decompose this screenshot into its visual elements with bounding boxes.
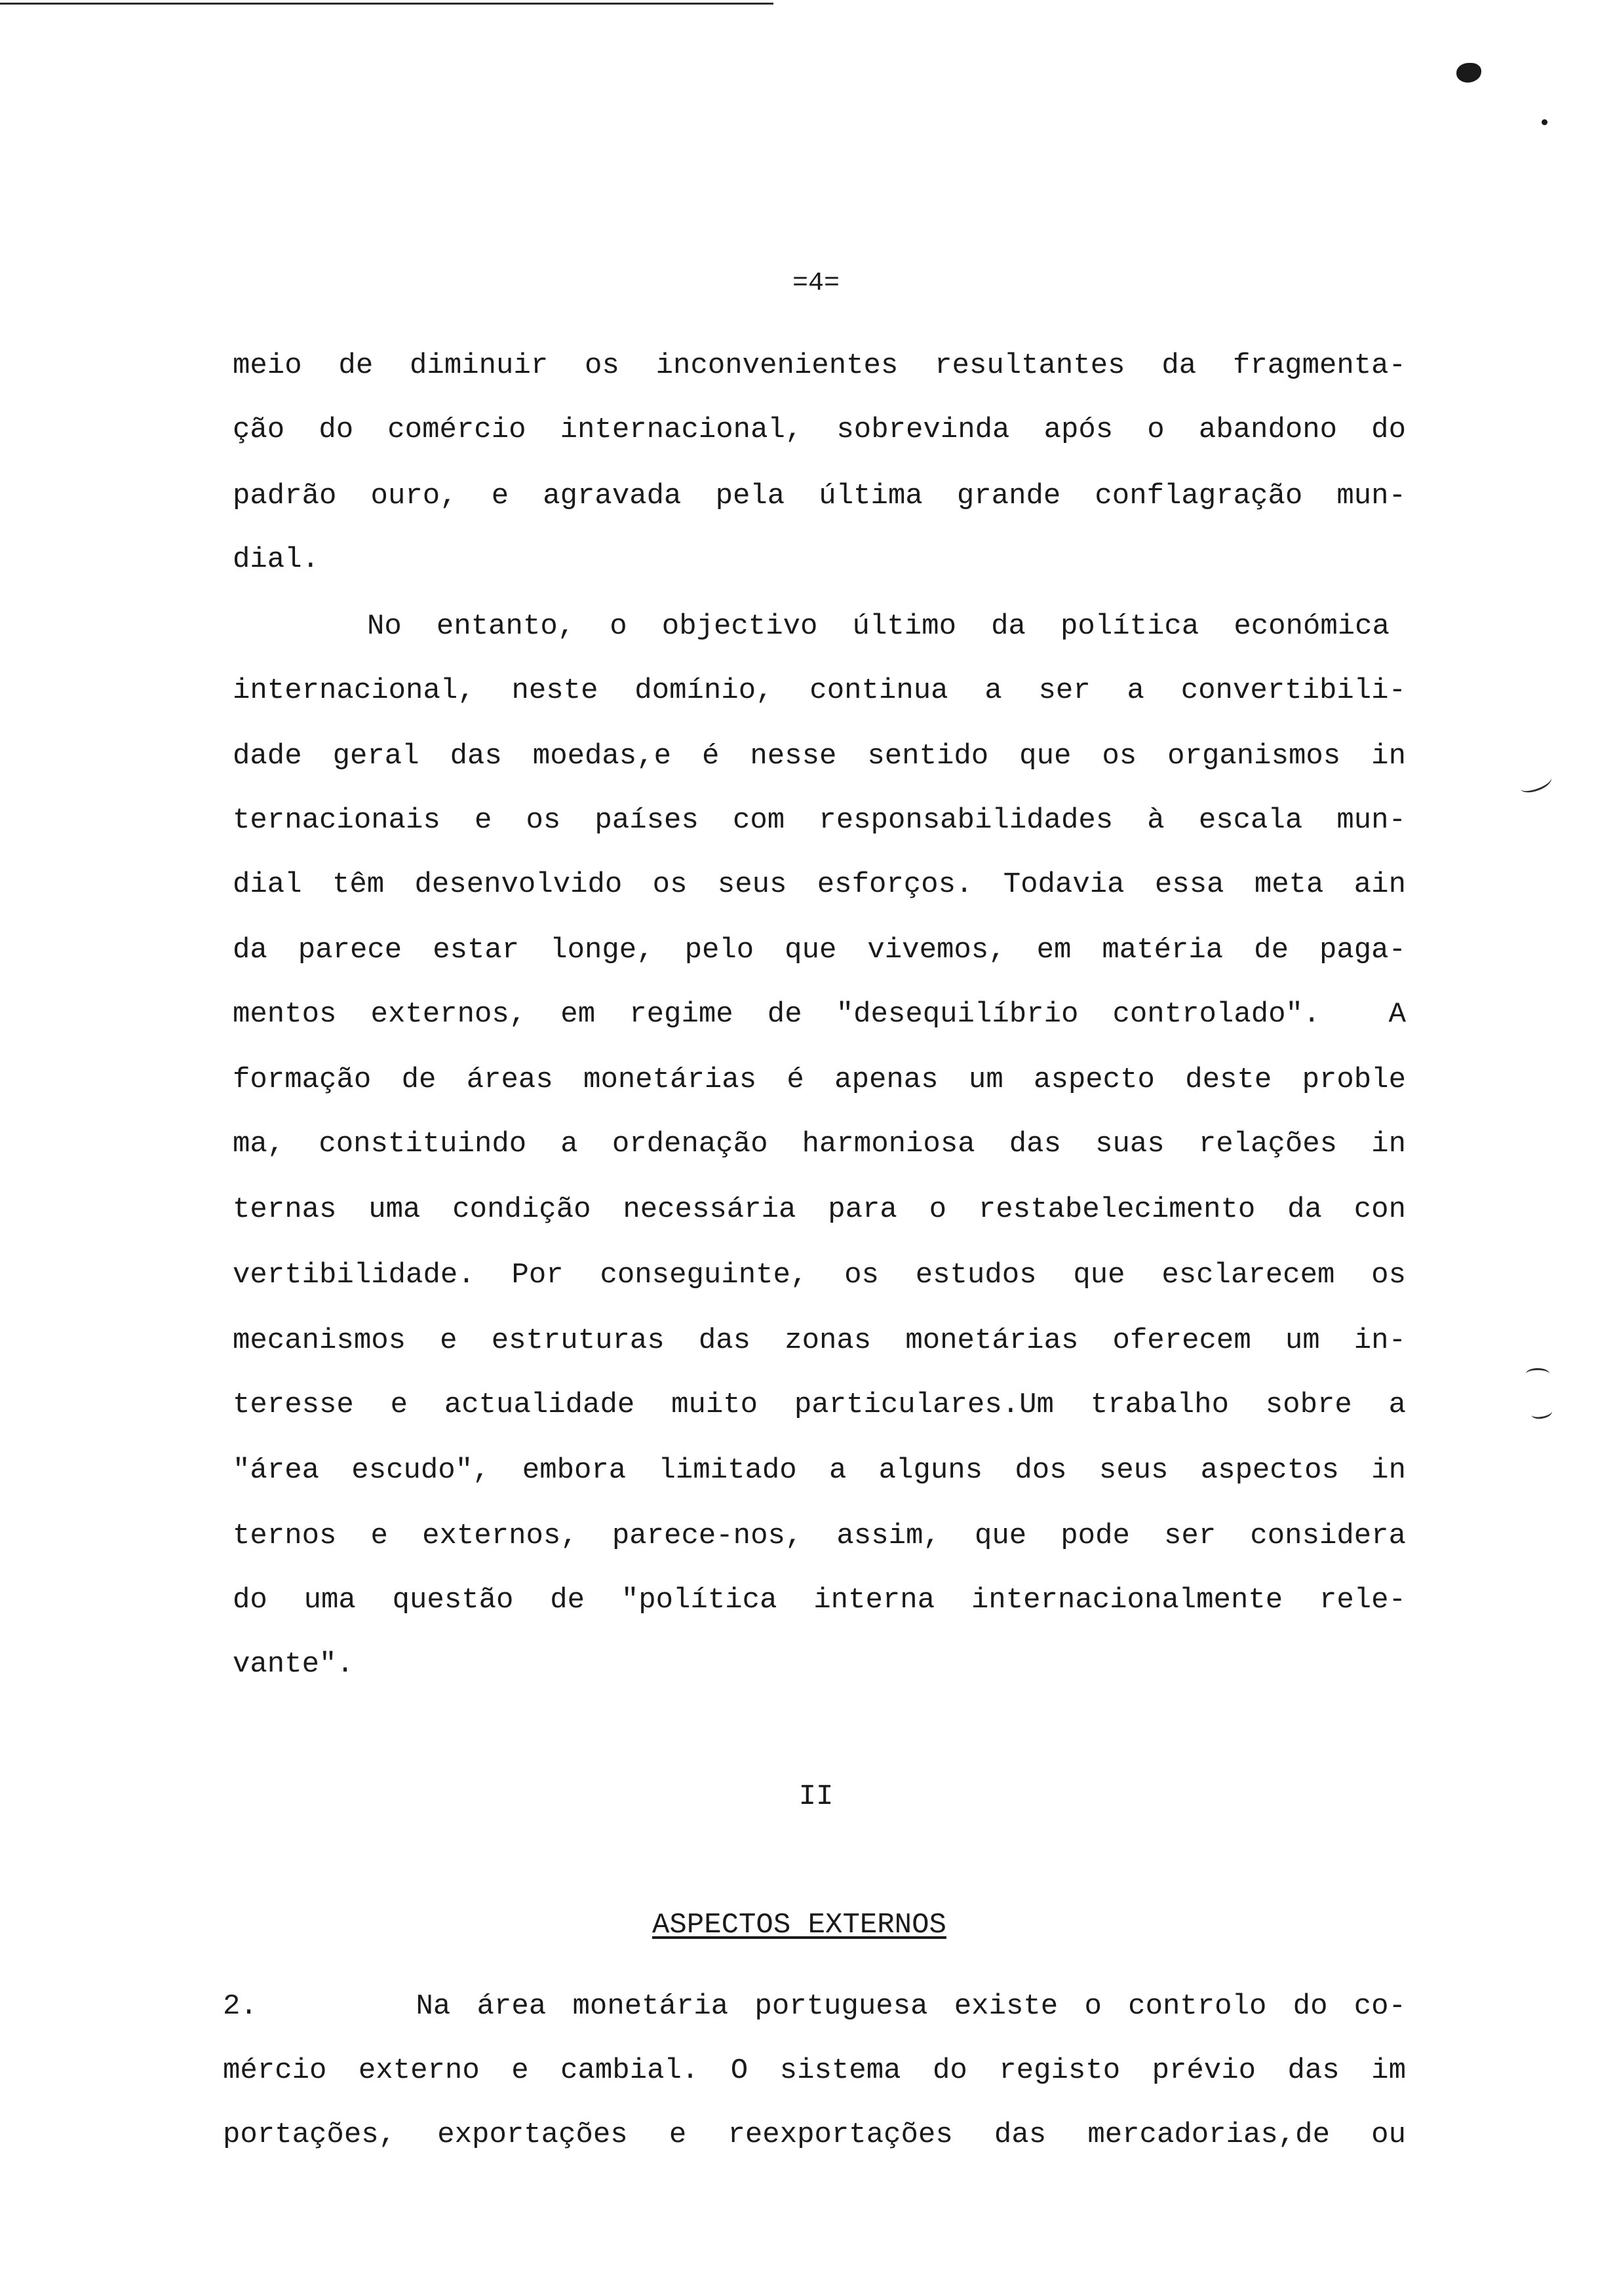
body-text-line: formação de áreas monetárias é apenas um aspecto deste proble (233, 1063, 1406, 1096)
margin-pencil-mark (1518, 771, 1554, 796)
ink-blot-mark (1456, 63, 1481, 83)
margin-pencil-mark (1530, 1406, 1553, 1420)
page-number: =4= (792, 269, 840, 298)
body-text-line: ternos e externos, parece-nos, assim, que pode ser considera (233, 1520, 1406, 1552)
body-text-line: dade geral das moedas,e é nesse sentido que os organismos in (233, 740, 1406, 773)
body-text-line: mecanismos e estruturas das zonas monetárias oferecem um in- (233, 1324, 1406, 1357)
body-text-line: meio de diminuir os inconvenientes resultantes da fragmenta- (233, 349, 1406, 382)
body-text-line: vertibilidade. Por conseguinte, os estudos que esclarecem os (233, 1259, 1406, 1292)
body-text-line: "área escudo", embora limitado a alguns dos seus aspectos in (233, 1454, 1406, 1487)
body-text-line: vante". (233, 1648, 354, 1681)
ink-dot-mark (1542, 119, 1547, 125)
body-text-line: dial têm desenvolvido os seus esforços. Todavia essa meta ain (233, 868, 1406, 901)
body-text-line: padrão ouro, e agravada pela última grande conflagração mun- (233, 480, 1406, 512)
body-text-line: ternas uma condição necessária para o restabelecimento da con (233, 1193, 1406, 1226)
body-text-line: teresse e actualidade muito particulares.Um trabalho sobre a (233, 1388, 1406, 1421)
body-text-line: da parece estar longe, pelo que vivemos, em matéria de paga- (233, 934, 1406, 966)
margin-pencil-mark (1526, 1368, 1549, 1379)
body-text-line: ternacionais e os países com responsabilidades à escala mun- (233, 804, 1406, 837)
body-text-line: do uma questão de "política interna internacionalmente rele- (233, 1584, 1406, 1617)
body-text-line: dial. (233, 543, 320, 576)
body-text-line: portações, exportações e reexportações das mercadorias,de ou (223, 2118, 1406, 2151)
top-edge-rule (0, 3, 773, 5)
body-text-line: 2. Na área monetária portuguesa existe o controlo do co- (223, 1990, 1406, 2023)
section-title: ASPECTOS EXTERNOS (652, 1909, 946, 1942)
body-text-line: mentos externos, em regime de "desequilíbrio controlado". A (233, 998, 1406, 1031)
body-text-line: ma, constituindo a ordenação harmoniosa das suas relações in (233, 1128, 1406, 1160)
body-text-line: ção do comércio internacional, sobrevinda após o abandono do (233, 413, 1406, 446)
body-text-line: mércio externo e cambial. O sistema do registo prévio das im (223, 2054, 1406, 2087)
body-text-line: internacional, neste domínio, continua a ser a convertibili- (233, 674, 1406, 707)
section-numeral: II (798, 1780, 834, 1813)
body-text-line: No entanto, o objectivo último da política económica (367, 610, 1390, 643)
